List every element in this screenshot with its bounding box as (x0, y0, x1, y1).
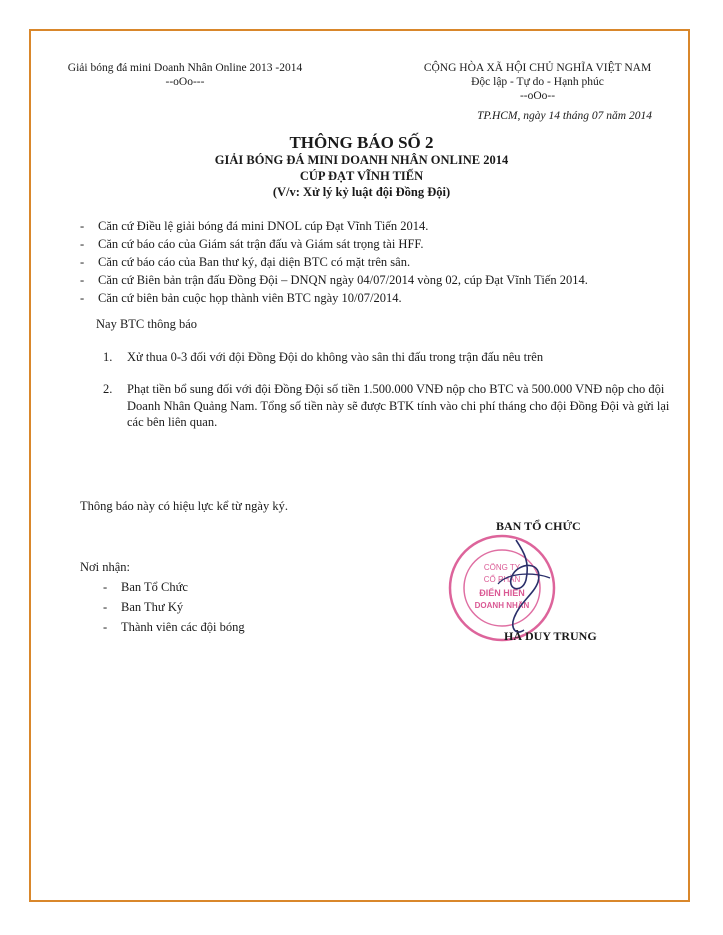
legal-bases-list (80, 217, 588, 307)
doc-subtitle-1: GIẢI BÓNG ĐÁ MINI DOANH NHÂN ONLINE 2014 (214, 153, 509, 167)
decision-text: Xử thua 0-3 đối với đội Đồng Đội do không vào sân thi đấu trong trận đấu nêu trên (127, 350, 544, 364)
seal-line: DOANH NHÂN (474, 601, 530, 610)
decision-text: Phạt tiền bổ sung đối với đội Đồng Đội số tiền 1.500.000 VNĐ nộp cho BTC và 500.000 VNĐ nộp cho đội Doanh Nhân Quảng Nam. Tổng số tiền này sẽ được BTK tính vào chi phí tháng cho đội Đồng Đội và gửi lại các bên liên quan. (127, 382, 670, 429)
list-item: - Ban Thư Ký (103, 600, 184, 614)
company-seal-stamp (446, 532, 558, 644)
list-item: - Căn cứ báo cáo của Ban thư ký, đại diện BTC có mặt trên sân. (80, 255, 411, 269)
seal-line: CỔ PHẦN (483, 575, 521, 584)
doc-subject: (V/v: Xử lý kỷ luật đội Đồng Đội) (272, 185, 451, 199)
list-item: - Căn cứ biên bản cuộc họp thành viên BTC ngày 10/07/2014. (80, 291, 402, 305)
recipients-list (103, 577, 245, 637)
effective-statement: Thông báo này có hiệu lực kể từ ngày ký. (80, 499, 288, 513)
recipients-label: Nơi nhận: (80, 560, 131, 574)
header-right-motto: Độc lập - Tự do - Hạnh phúc (471, 76, 604, 88)
list-item: - Ban Tổ Chức (103, 580, 188, 594)
signature-org: BAN TỔ CHỨC (496, 519, 581, 533)
signer-name: HÀ DUY TRUNG (504, 629, 597, 643)
announce-line: Nay BTC thông báo (96, 317, 198, 331)
seal-line: CÔNG TY (483, 563, 521, 572)
list-item: - Căn cứ Điều lệ giải bóng đá mini DNOL cúp Đạt Vĩnh Tiến 2014. (80, 219, 429, 233)
header-right-ornament: --oOo-- (519, 90, 556, 102)
list-item: - Căn cứ Biên bản trận đấu Đồng Đội – DNQN ngày 04/07/2014 vòng 02, cúp Đạt Vĩnh Tiến 2014. (80, 273, 588, 287)
list-item: - Thành viên các đội bóng (103, 620, 245, 634)
header-right-title: CỘNG HÒA XÃ HỘI CHỦ NGHĨA VIỆT NAM (423, 62, 652, 74)
list-item: - Căn cứ báo cáo của Giám sát trận đấu và Giám sát trọng tài HFF. (80, 237, 424, 251)
date-line: TP.HCM, ngày 14 tháng 07 năm 2014 (477, 110, 652, 122)
decision-number: 1. (103, 350, 113, 364)
header-left-ornament: --oOo--- (165, 76, 205, 88)
doc-title: THÔNG BÁO SỐ 2 (289, 133, 434, 152)
doc-subtitle-2: CÚP ĐẠT VĨNH TIẾN (299, 169, 424, 183)
seal-line: ĐIỂN HIỀN (479, 588, 525, 598)
header-left-title: Giải bóng đá mini Doanh Nhân Online 2013 -2014 (67, 62, 303, 74)
decision-number: 2. (103, 382, 113, 396)
